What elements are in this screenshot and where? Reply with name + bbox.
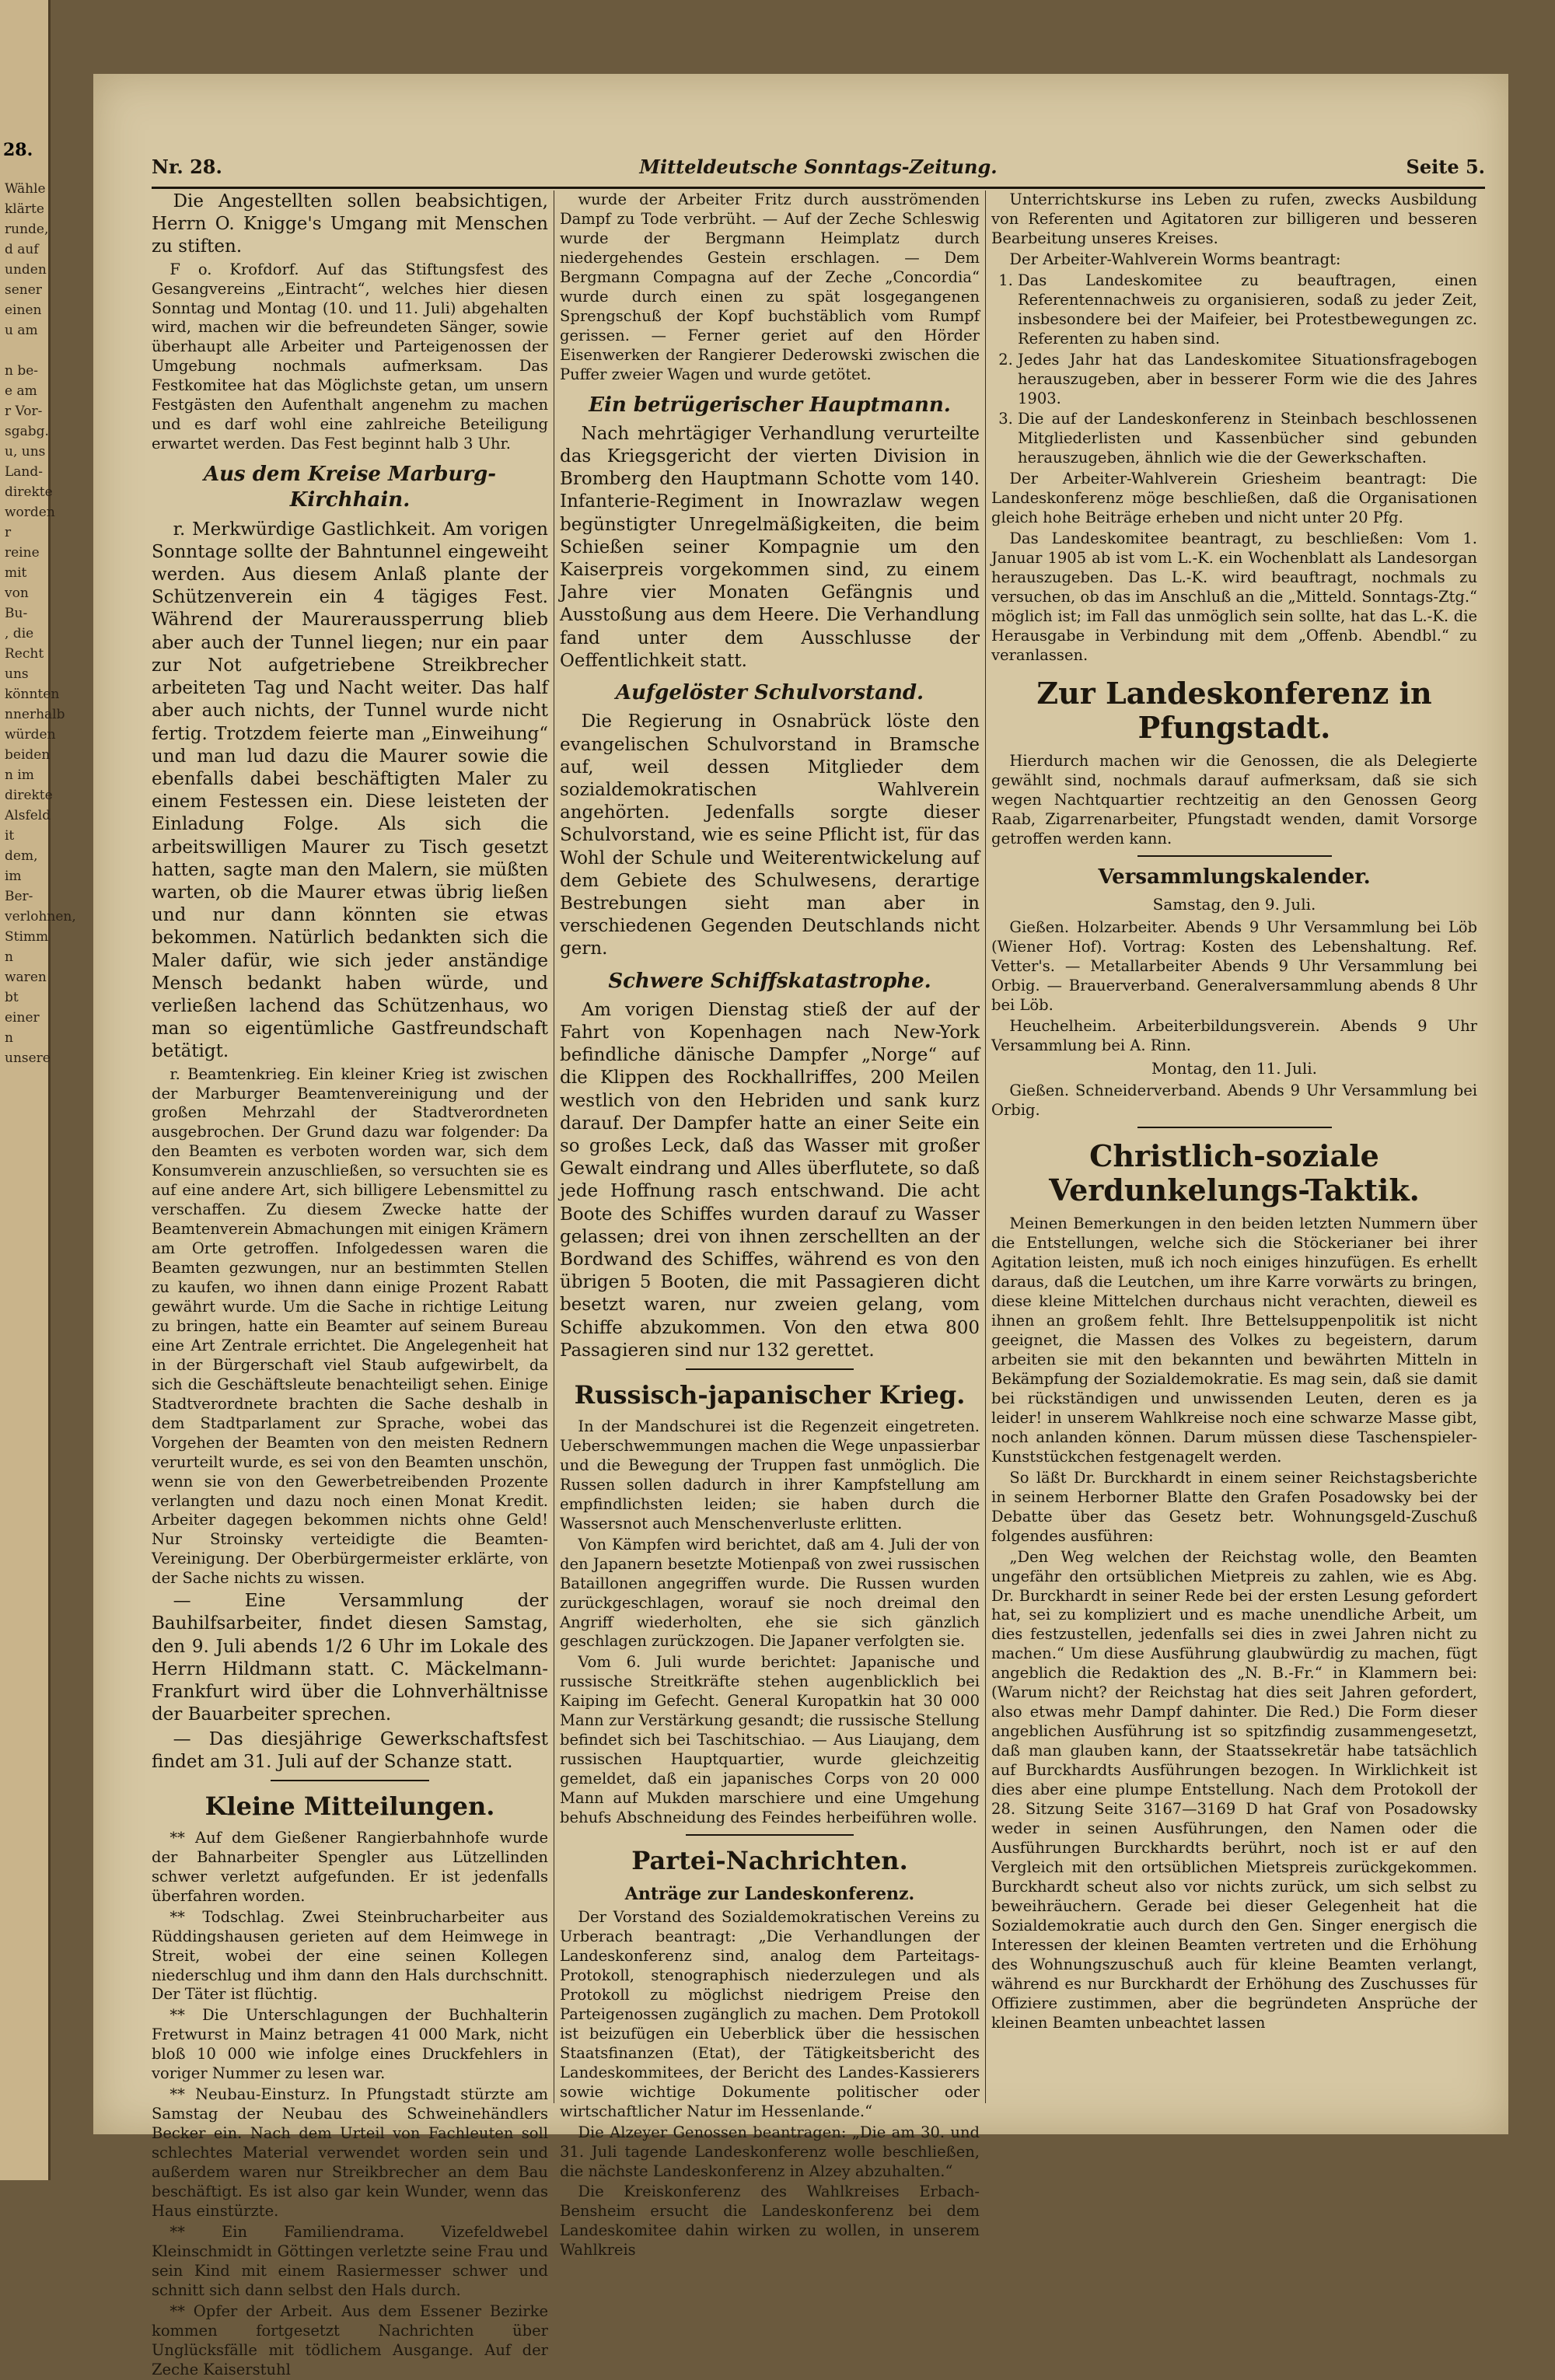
previous-page-edge [0, 0, 76, 2180]
news-item: ** Die Unterschlagungen der Buchhalterin Fretwurst in Mainz betragen 41 000 Mark, nicht bloß 10 000 wie infolge eines Druckfehlers in voriger Nummer zu lesen war. [152, 2006, 548, 2083]
article-paragraph: Von Kämpfen wird berichtet, daß am 4. Juli der von den Japanern besetzte Motienpaß von zwei russischen Bataillonen angegriffen wurde. Die Russen wurden zurückgeschlagen, worauf sie noch dreimal den Angriff wiederholten, ehe sie sich gänzlich geschlagen zurückzogen. Die Japaner verfolgten sie. [560, 1535, 980, 1651]
article-paragraph: Die Regierung in Osnabrück löste den evangelischen Schulvorstand in Bramsche auf, weil dessen Mitglieder dem sozialdemokratischen Wahlverein angehörten. Jedenfalls sorgte dieser Schulvorstand, wie es seine Pflicht ist, für das Wohl der Schule und Weiterentwickelung auf dem Gebiete des Schulwesens, derartige Bestrebungen sieht man aber in verschiedenen Gegenden Deutschlands nicht gern. [560, 711, 980, 959]
divider [271, 1780, 429, 1781]
article-paragraph: Der Arbeiter-Wahlverein Worms beantragt: [1009, 250, 1341, 268]
article-paragraph: — Das diesjährige Gewerkschaftsfest findet am 31. Juli auf der Schanze statt. [152, 1728, 548, 1772]
article-paragraph: Die Kreiskonferenz des Wahlkreises Erbach-Bensheim ersucht die Landeskonferenz bei dem Landeskomitee dahin wirken zu wollen, in unserem Wahlkreis [560, 2183, 980, 2259]
calendar-entry: Gießen. Holzarbeiter. Abends 9 Uhr Versammlung bei Löb (Wiener Hof). Vortrag: Kosten des Lebenshaltung. Ref. Vetter's. — Metallarbeiter Abends 9 Uhr Versammlung bei Orbig. — Brauerverband. Generalversammlung abends 8 Uhr bei Löb. [991, 917, 1477, 1014]
section-heading: Christlich-soziale Verdunkelungs-Taktik. [1049, 1138, 1420, 1207]
section-heading: Schwere Schiffskatastrophe. [608, 969, 931, 993]
section-heading: Aus dem Kreise Marburg-Kirchhain. [203, 463, 497, 512]
section-heading: Partei-Nachrichten. [631, 1846, 908, 1876]
issue-number: Nr. 28. [152, 156, 222, 178]
divider [686, 1368, 854, 1370]
divider [1137, 1127, 1332, 1128]
list-item: 3. Die auf der Landeskonferenz in Steinbach beschlossenen Mitgliederlisten und Kassenbücher sind gebunden herauszugeben, ähnlich wie die der Gewerkschaften. [1018, 410, 1477, 468]
article-paragraph: Vom 6. Juli wurde berichtet: Japanische und russische Streitkräfte stehen augenblicklich bei Kaiping im Gefecht. General Kuropatkin hat 30 000 Mann zur Verstärkung gesandt; die russische Stellung befindet sich bei Taschitschiao. — Aus Liaujang, dem russischen Hauptquartier, wurde gleichzeitig gemeldet, daß ein japanisches Corps von 20 000 Mann auf Mukden marschiere und eine Umgehung behufs Abschneidung des Feindes herbeiführen wolle. [560, 1653, 980, 1827]
article-paragraph: — Eine Versammlung der Bauhilfsarbeiter, findet diesen Samstag, den 9. Juli abends 1/2 6 Uhr im Lokale des Herrn Hildmann statt. C. Mäckelmann-Frankfurt wird über die Lohnverhältnisse der Bauarbeiter sprechen. [152, 1591, 548, 1725]
article-paragraph: So läßt Dr. Burckhardt in einem seiner Reichstagsberichte in seinem Herborner Blatte den Grafen Posadowsky bei der Debatte über das Gesetz betr. Wohnungsgeld-Zuschuß folgendes ausführen: [991, 1468, 1477, 1545]
list-item: 1. Das Landeskomitee zu beauftragen, einen Referentennachweis zu organisieren, sodaß zu jeder Zeit, insbesondere bei der Maifeier, bei Protestbewegungen zc. Referenten zu haben sind. [1018, 271, 1477, 349]
newspaper-title: Mitteldeutsche Sonntags-Zeitung. [639, 156, 998, 178]
article-paragraph: „Den Weg welchen der Reichstag wolle, den Beamten ungefähr den ortsüblichen Mietpreis zu zahlen, wie es Abg. Dr. Burckhardt in seiner Rede bei der ersten Lesung gefordert hat, sei zu kompliziert und es mache unendliche Arbeit, um dies festzustellen, jedenfalls sei dies in zwei Jahren nicht zu machen.“ Um diese Ausführung glaubwürdig zu machen, fügt angeblich die Redaktion des „N. B.-Fr.“ in Klammern bei: (Warum nicht? der Reichstag hat dies seit Jahren gefordert, also etwas mehr Dampf dahinter. Die Red.) Die Form dieser angeblichen Ausführung ist so spitzfindig zusammengesetzt, daß man glauben kann, der Staatssekretär habe tatsächlich auf Burckhardts Ausführungen bezogen. In Wirklichkeit ist dies aber eine plumpe Entstellung. Nach dem Protokoll der 28. Sitzung Seite 3167—3169 D hat Graf von Posadowsky weder in seinen Ausführungen, den Namen oder die Ausführungen Burckhardts berührt, noch ist er auf den Vergleich mit den ortsüblichen Mietspreis zurückgekommen. Burckhardt scheut also vor nichts zurück, um sich selbst zu beweihräuchern. Gerade bei dieser Gelegenheit hat die Sozialdemokratie auch durch den Gen. Singer energisch die Interessen der kleinen Beamten vertreten und die Erhöhung des Wohnungszuschuß auch für kleine Beamten verlangt, während es nur Burckhardt der Erhöhung des Zuschusses für Offiziere zustimmen, aber die begründeten Ansprüche der kleinen Beamten unbeachtet lassen [991, 1547, 1477, 2032]
section-heading: Zur Landeskonferenz in Pfungstadt. [1036, 675, 1432, 745]
list-item: 2. Jedes Jahr hat das Landeskomitee Situationsfragebogen herauszugeben, aber in besserer Form wie die des Jahres 1903. [1018, 351, 1477, 409]
article-paragraph: Nach mehrtägiger Verhandlung verurteilte das Kriegsgericht der vierten Division in Bromberg den Hauptmann Schotte vom 140. Infanterie-Regiment in Inowrazlaw wegen begünstigter Unregelmäßigkeiten, die beim Schießen seiner Kompagnie um den Kaiserpreis vorgekommen sind, zu einem Jahre vier Monaten Gefängnis und Ausstoßung aus dem Heere. Die Verhandlung fand unter dem Ausschlusse der Oeffentlichkeit statt. [560, 423, 980, 671]
calendar-entry: Heuchelheim. Arbeiterbildungsverein. Abends 9 Uhr Versammlung bei A. Rinn. [991, 1016, 1477, 1054]
sub-heading: Anträge zur Landeskonferenz. [624, 1883, 915, 1904]
newspaper-page [93, 74, 1508, 2378]
news-item: ** Auf dem Gießener Rangierbahnhofe wurde der Bahnarbeiter Spengler aus Lützellinden schwer verletzt aufgefunden. Er ist jedenfalls überfahren worden. [152, 1828, 548, 1905]
article-paragraph: Der Vorstand des Sozialdemokratischen Vereins zu Urberach beantragt: „Die Verhandlungen der Landeskonferenz sind, analog dem Parteitags-Protokoll, stenographisch niederzulegen und als Protokoll zu möglichst niedrigem Preise den Parteigenossen zugänglich zu machen. Dem Protokoll ist beizufügen ein Ueberblick über die hessischen Staatsfinanzen (Etat), der Tätigkeitsbericht des Landeskommitees, der Bericht des Landes-Kassierers sowie wichtige Dokumente politischer oder wirtschaftlicher Natur im Hessenlande.“ [560, 1908, 980, 2120]
calendar-date: Samstag, den 9. Juli. [1152, 895, 1316, 914]
previous-page-number: 28. [3, 140, 33, 160]
article-paragraph: F o. Krofdorf. Auf das Stiftungsfest des Gesangvereins „Eintracht“, welches hier diesen Sonntag und Montag (10. und 11. Juli) abgehalten wird, machen wir die befreundeten Sänger, sowie überhaupt alle Arbeiter und Parteigenossen der Umgebung nochmals aufmerksam. Das Festkomitee hat das Möglichste getan, um unsern Festgästen den Aufenthalt angenehm zu machen und es darf wohl eine zahlreiche Beteiligung erwartet werden. Das Fest beginnt halb 3 Uhr. [152, 260, 548, 453]
article-paragraph: Die Alzeyer Genossen beantragen: „Die am 30. und 31. Juli tagende Landeskonferenz wolle beschließen, die nächste Landeskonferenz in Alzey abzuhalten.“ [560, 2123, 980, 2180]
section-heading: Russisch-japanischer Krieg. [574, 1380, 966, 1410]
section-heading: Kleine Mitteilungen. [204, 1791, 495, 1821]
article-paragraph: Am vorigen Dienstag stieß der auf der Fahrt von Kopenhagen nach New-York befindliche dänische Dampfer „Norge“ auf die Klippen des Rockhallriffes, 200 Meilen westlich von den Hebriden und sank kurz darauf. Der Dampfer hatte an einer Seite ein so großes Leck, daß das Wasser mit großer Gewalt eindrang und Alles überflutete, so daß jede Hoffnung rasch entschwand. Die acht Boote des Schiffes wurden darauf zu Wasser gelassen; drei von ihnen zerschellten an der Bordwand des Schiffes, während es von den übrigen 5 Booten, die mit Passagieren dicht besetzt waren, nur zweien gelang, vom Schiffe abzukommen. Von den etwa 800 Passagieren sind nur 132 gerettet. [560, 999, 980, 1361]
column-1 [152, 190, 548, 2378]
news-item: ** Opfer der Arbeit. Aus dem Essener Bezirke kommen fortgesetzt Nachrichten über Unglücksfälle mit tödlichem Ausgange. Auf der Zeche Kaiserstuhl [152, 2301, 548, 2378]
previous-page-fragment: Wähle klärte runde, d auf unden sener einen u am n be- e am r Vor- sgabg. u, uns Land- direkte worden r reine mit von Bu- , die Recht uns könnten nnerhalb würden beiden n im direkte Alsfeld it dem, im Ber- verlohnen, Stimm n waren bt einer n unsere [5, 181, 76, 1066]
news-item: ** Neubau-Einsturz. In Pfungstadt stürzte am Samstag der Neubau des Schweinehändlers Becker ein. Nach dem Urteil von Fachleuten soll schlechtes Material verwendet worden sein und außerdem waren nur Streikbrecher an dem Bau beschäftigt. Es ist also gar kein Wunder, wenn das Haus einstürzte. [152, 2085, 548, 2220]
section-heading: Versammlungskalender. [1098, 865, 1371, 889]
page-header [152, 156, 1485, 189]
section-heading: Aufgelöster Schulvorstand. [615, 681, 924, 705]
article-paragraph: Unterrichtskurse ins Leben zu rufen, zwecks Ausbildung von Referenten und Agitatoren zur billigeren und besseren Bearbeitung unseres Kreises. [991, 190, 1477, 247]
motion-list [991, 271, 1477, 469]
news-item: ** Ein Familiendrama. Vizefeldwebel Kleinschmidt in Göttingen verletzte seine Frau und sein Kind mit einem Rasiermesser schwer und schnitt sich dann selbst den Hals durch. [152, 2222, 548, 2299]
article-paragraph: Der Arbeiter-Wahlverein Griesheim beantragt: Die Landeskonferenz möge beschließen, daß die Organisationen gleich hohe Beiträge erheben und nicht unter 20 Pfg. [991, 470, 1477, 527]
calendar-date: Montag, den 11. Juli. [1151, 1058, 1317, 1078]
article-paragraph: r. Merkwürdige Gastlichkeit. Am vorigen Sonntage sollte der Bahntunnel eingeweiht werden. Aus diesem Anlaß plante der Schützenverein ein 4 tägiges Fest. Während der Maureraussperrung blieb aber auch der Tunnel liegen; nur ein paar zur Not aufgetriebene Streikbrecher arbeiteten Tag und Nacht weiter. Das half aber auch nichts, der Tunnel wurde nicht fertig. Trotzdem feierte man „Einweihung“ und man lud dazu die Maurer sowie die ebenfalls dabei beschäftigten Maler zu einem Festessen ein. Diese leisteten der Einladung Folge. Als sich die arbeitswilligen Maurer zu Tisch gesetzt hatten, sagte man den Malern, sie müßten warten, ob die Maurer etwas übrig ließen und nur dann könnten sie etwas bekommen. Natürlich bedankten sich die Maler dafür, wie sich jeder anständige Mensch bedankt haben würde, und verließen lachend das Schützenhaus, wo man so eigentümliche Gastfreundschaft betätigt. [152, 519, 548, 1062]
article-paragraph: In der Mandschurei ist die Regenzeit eingetreten. Ueberschwemmungen machen die Wege unpassierbar und die Bewegung der Truppen fast unmöglich. Die Russen sollen dadurch in ihrer Kampfstellung am empfindlichsten leiden; sie haben durch die Wassersnot auch Menschenverluste erlitten. [560, 1417, 980, 1532]
article-paragraph: wurde der Arbeiter Fritz durch ausströmenden Dampf zu Tode verbrüht. — Auf der Zeche Schleswig wurde der Bergmann Heimplatz durch niedergehendes Gestein erschlagen. — Dem Bergmann Compagna auf der Zeche „Concordia“ wurde durch einen zu spät losgegangenen Sprengschuß der Kopf buchstäblich vom Rumpf gerissen. — Ferner geriet auf den Hörder Eisenwerken der Rangierer Dederowski zwischen die Puffer zweier Wagen und wurde getötet. [560, 190, 980, 383]
article-paragraph: Hierdurch machen wir die Genossen, die als Delegierte gewählt sind, nochmals darauf aufmerksam, daß sie sich wegen Nachtquartier rechtzeitig an den Genossen Georg Raab, Zigarrenarbeiter, Pfungstadt wenden, damit Vorsorge getroffen werden kann. [991, 752, 1477, 848]
news-item: ** Todschlag. Zwei Steinbrucharbeiter aus Rüddingshausen gerieten auf dem Heimwege in Streit, wobei der eine seinen Kollegen niederschlug und ihm dann den Hals durchschnitt. Der Täter ist flüchtig. [152, 1907, 548, 2004]
article-paragraph: Meinen Bemerkungen in den beiden letzten Nummern über die Entstellungen, welche sich die Stöckerianer bei ihrer Agitation leisten, muß ich noch einiges hinzufügen. Es erhellt daraus, daß die Leutchen, um ihre Karre vorwärts zu bringen, diese kleine Mittelchen durchaus nicht verachten, dieweil es ihnen an großem fehlt. Ihre Bettelsuppenpolitik ist nicht geeignet, die Massen des Volkes zu begeistern, darum arbeiten sie mit den bekannten und bewährten Mitteln in Bekämpfung der Sozialdemokratie. Es mag sein, daß sie damit bei rückständigen und unwissenden Leuten, deren es ja leider! in unserem Wahlkreise noch eine schwarze Masse gibt, noch anlanden können. Darum müssen diese Taschenspieler-Kunststückchen festgenagelt werden. [991, 1214, 1477, 1466]
article-paragraph: Das Landeskomitee beantragt, zu beschließen: Vom 1. Januar 1905 ab ist vom L.-K. ein Wochenblatt als Landesorgan herauszugeben. Das L.-K. wird beauftragt, nochmals zu versuchen, ob das im Anschluß an die „Mitteld. Sonntags-Ztg.“ möglich ist; im Fall das unmöglich sein sollte, hat das L.-K. die Herausgabe in Verbindung mit dem „Offenb. Abendbl.“ zu veranlassen. [991, 529, 1477, 664]
column-rule [985, 190, 986, 2103]
divider [1137, 855, 1332, 857]
section-heading: Ein betrügerischer Hauptmann. [589, 393, 951, 417]
page-number: Seite 5. [1406, 156, 1485, 178]
column-2 [560, 190, 980, 2259]
divider [686, 1834, 854, 1836]
calendar-entry: Gießen. Schneiderverband. Abends 9 Uhr Versammlung bei Orbig. [991, 1082, 1477, 1120]
article-paragraph: Die Angestellten sollen beabsichtigen, Herrn O. Knigge's Umgang mit Menschen zu stiften. [152, 191, 548, 257]
column-3 [991, 190, 1477, 2103]
article-paragraph: r. Beamtenkrieg. Ein kleiner Krieg ist zwischen der Marburger Beamtenvereinigung und der großen Mehrzahl der Stadtverordneten ausgebrochen. Der Grund dazu war folgender: Da den Beamten es verboten worden war, sich dem Konsumverein anzuschließen, so versuchten sie es auf eine andere Art, sich billigere Lebensmittel zu verschaffen. Zu diesem Zwecke hatte der Beamtenverein Abmachungen mit einigen Krämern am Orte getroffen. Infolgedessen waren die Beamten gezwungen, nur an bestimmten Stellen zu kaufen, wo ihnen dann einige Prozent Rabatt gewährt wurde. Um die Sache in richtige Leitung zu bringen, hatte ein Beamter auf seinem Bureau eine Art Zentrale errichtet. Die Angelegenheit hat in der Bürgerschaft viel Staub aufgewirbelt, da sich die Geschäftsleute benachteiligt sehen. Einige Stadtverordnete brachten die Sache deshalb in dem Stadtparlament zur Sprache, wobei das Vorgehen der Beamten von den meisten Rednern verurteilt wurde, es sei von den Beamten unschön, wenn sie von den Gewerbetreibenden Prozente verlangten und dazu noch einen Monat Kredit. Arbeiter dagegen bekommen nichts ohne Geld! Nur Stroinsky verteidigte die Beamten-Vereinigung. Der Oberbürgermeister erklärte, von der Sache nichts zu wissen. [152, 1064, 548, 1588]
